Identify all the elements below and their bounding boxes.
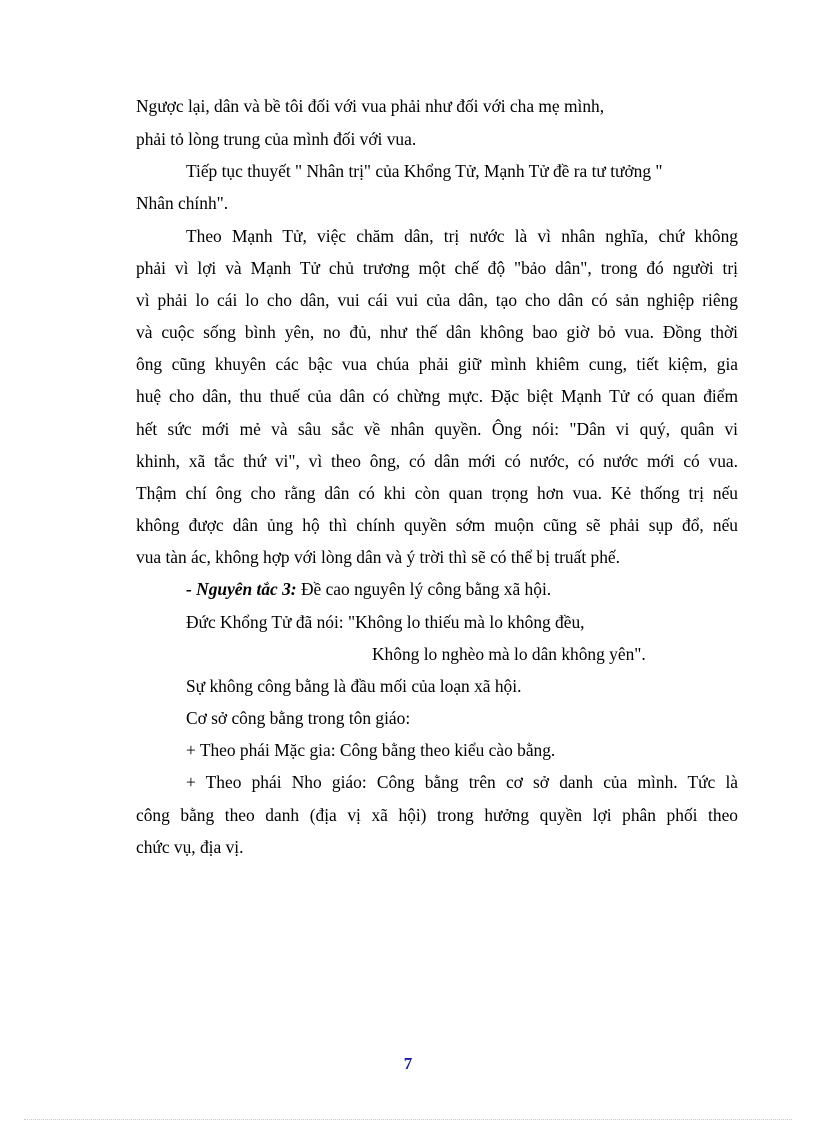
paragraph-line: vì phải lo cái lo cho dân, vui cái vui của dân, tạo cho dân có sản nghiệp riêng	[136, 290, 738, 310]
paragraph-line: vua tàn ác, không hợp với lòng dân và ý trời thì sẽ có thể bị truất phế.	[136, 547, 620, 567]
paragraph-line: Theo Mạnh Tử, việc chăm dân, trị nước là vì nhân nghĩa, chứ không	[186, 226, 738, 246]
principle-text: Đề cao nguyên lý công bằng xã hội.	[296, 579, 552, 599]
paragraph-line: Tiếp tục thuyết " Nhân trị" của Khổng Tử, Mạnh Tử đề ra tư tưởng "	[186, 161, 663, 181]
paragraph-line: Ngược lại, dân và bề tôi đối với vua phải như đối với cha mẹ mình,	[136, 96, 605, 116]
confucian-line: chức vụ, địa vị.	[136, 837, 244, 857]
paragraph-line: Thậm chí ông cho rằng dân có khi còn quan trọng hơn vua. Kẻ thống trị nếu	[136, 483, 738, 503]
page-bottom-divider	[24, 1119, 792, 1120]
mo-school-line: + Theo phái Mặc gia: Công bằng theo kiểu cào bằng.	[186, 740, 556, 760]
paragraph-line: không được dân ủng hộ thì chính quyền sớm muộn cũng sẽ phải sụp đổ, nếu	[136, 515, 738, 535]
confucian-line: công bằng theo danh (địa vị xã hội) trong hưởng quyền lợi phân phối theo	[136, 805, 738, 825]
quote-line-2: Không lo nghèo mà lo dân không yên".	[372, 644, 646, 664]
paragraph-line: ông cũng khuyên các bậc vua chúa phải giữ mình khiêm cung, tiết kiệm, gia	[136, 354, 738, 374]
principle-label: - Nguyên tắc 3:	[186, 579, 297, 599]
paragraph-line: phải vì lợi và Mạnh Tử chủ trương một chế độ "bảo dân", trong đó người trị	[136, 258, 738, 278]
paragraph-line: phải tỏ lòng trung của mình đối với vua.	[136, 129, 417, 149]
injustice-line: Sự không công bằng là đầu mối của loạn xã hội.	[186, 676, 522, 696]
paragraph-line: Nhân chính".	[136, 193, 229, 213]
religion-basis-line: Cơ sở công bằng trong tôn giáo:	[186, 708, 411, 728]
paragraph-line: khinh, xã tắc thứ vi", vì theo ông, có dân mới có nước, có nước mới có vua.	[136, 451, 738, 471]
paragraph-line: và cuộc sống bình yên, no đủ, như thế dân không bao giờ bỏ vua. Đồng thời	[136, 322, 738, 342]
confucian-line: + Theo phái Nho giáo: Công bằng trên cơ sở danh của mình. Tức là	[186, 772, 738, 792]
quote-line-1: Đức Khổng Tử đã nói: "Không lo thiếu mà lo không đều,	[186, 612, 585, 632]
page-number: 7	[403, 1054, 413, 1073]
paragraph-line: huệ cho dân, thu thuế của dân có chừng mực. Đặc biệt Mạnh Tử có quan điểm	[136, 386, 738, 406]
paragraph-line: hết sức mới mẻ và sâu sắc về nhân quyền. Ông nói: "Dân vi quý, quân vi	[136, 419, 738, 439]
principle-line	[186, 578, 738, 600]
